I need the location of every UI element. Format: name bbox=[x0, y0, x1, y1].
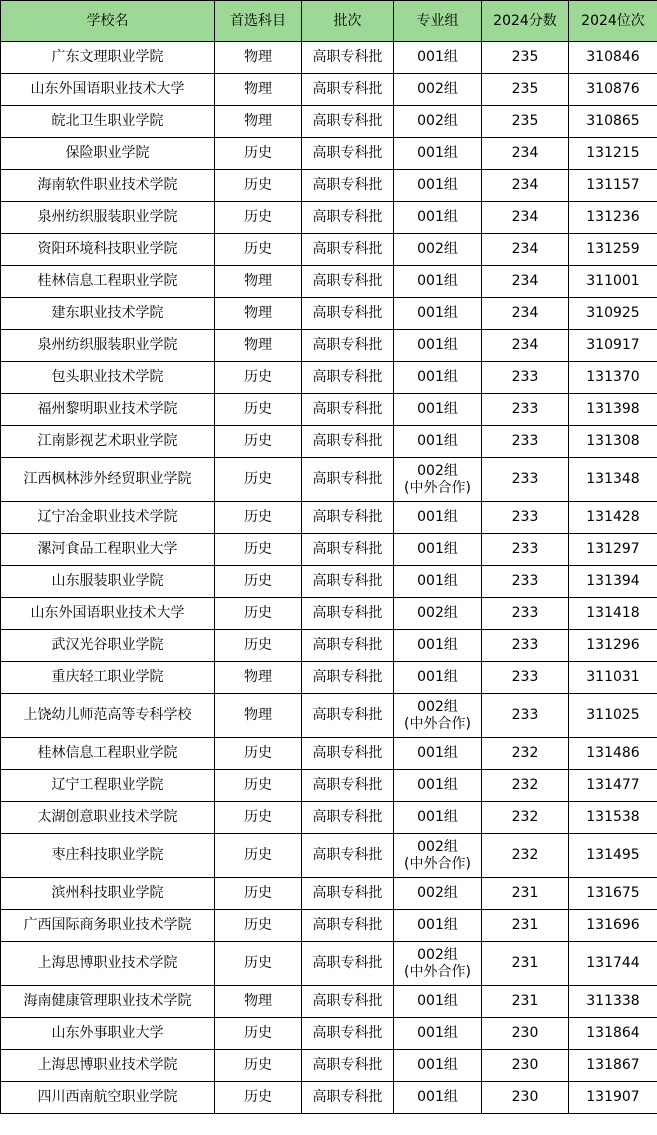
table-row bbox=[1, 234, 657, 266]
major-group-cell bbox=[394, 770, 482, 802]
major-group-cell bbox=[394, 802, 482, 834]
score-cell: 232 bbox=[482, 802, 569, 834]
major-group-code: 001组 bbox=[417, 273, 458, 289]
subject-cell: 物理 bbox=[215, 266, 302, 298]
table-row bbox=[1, 834, 657, 878]
table-row bbox=[1, 802, 657, 834]
table-row bbox=[1, 566, 657, 598]
table-row bbox=[1, 330, 657, 362]
school-name-cell: 保险职业学院 bbox=[1, 138, 215, 170]
subject-cell: 历史 bbox=[215, 394, 302, 426]
rank-cell: 310846 bbox=[569, 42, 657, 74]
major-group-code: 002组 bbox=[417, 946, 458, 963]
subject-cell: 历史 bbox=[215, 738, 302, 770]
score-cell: 230 bbox=[482, 1082, 569, 1114]
batch-cell: 高职专科批 bbox=[302, 630, 394, 662]
batch-cell: 高职专科批 bbox=[302, 74, 394, 106]
rank-cell: 131495 bbox=[569, 834, 657, 878]
subject-cell: 历史 bbox=[215, 566, 302, 598]
major-group-code: 002组 bbox=[417, 838, 458, 855]
major-group-code: 002组 bbox=[417, 113, 458, 129]
subject-cell: 历史 bbox=[215, 770, 302, 802]
score-cell: 234 bbox=[482, 298, 569, 330]
score-cell: 233 bbox=[482, 394, 569, 426]
batch-cell: 高职专科批 bbox=[302, 694, 394, 738]
major-group-cell bbox=[394, 1082, 482, 1114]
header-school-name: 学校名 bbox=[1, 1, 215, 42]
table-row bbox=[1, 986, 657, 1018]
table-row bbox=[1, 878, 657, 910]
table-row bbox=[1, 534, 657, 566]
table-row bbox=[1, 598, 657, 630]
major-group-code: 001组 bbox=[417, 305, 458, 321]
score-cell: 230 bbox=[482, 1050, 569, 1082]
subject-cell: 历史 bbox=[215, 878, 302, 910]
school-name-cell: 重庆轻工职业学院 bbox=[1, 662, 215, 694]
major-group-code: 001组 bbox=[417, 1089, 458, 1105]
major-group-cell bbox=[394, 986, 482, 1018]
batch-cell: 高职专科批 bbox=[302, 202, 394, 234]
major-group-code: 002组 bbox=[417, 81, 458, 97]
school-name-cell: 四川西南航空职业学院 bbox=[1, 1082, 215, 1114]
table-row bbox=[1, 298, 657, 330]
table-row bbox=[1, 770, 657, 802]
score-cell: 235 bbox=[482, 106, 569, 138]
subject-cell: 历史 bbox=[215, 170, 302, 202]
subject-cell: 历史 bbox=[215, 630, 302, 662]
major-group-code: 001组 bbox=[417, 401, 458, 417]
school-name-cell: 江西枫林涉外经贸职业学院 bbox=[1, 458, 215, 502]
school-name-cell: 上海思博职业技术学院 bbox=[1, 1050, 215, 1082]
rank-cell: 131696 bbox=[569, 910, 657, 942]
rank-cell: 131398 bbox=[569, 394, 657, 426]
score-cell: 233 bbox=[482, 426, 569, 458]
batch-cell: 高职专科批 bbox=[302, 834, 394, 878]
school-name-cell: 山东外国语职业技术大学 bbox=[1, 598, 215, 630]
major-group-cell bbox=[394, 330, 482, 362]
table-row bbox=[1, 502, 657, 534]
rank-cell: 131297 bbox=[569, 534, 657, 566]
batch-cell: 高职专科批 bbox=[302, 502, 394, 534]
score-cell: 233 bbox=[482, 598, 569, 630]
score-cell: 234 bbox=[482, 234, 569, 266]
rank-cell: 311001 bbox=[569, 266, 657, 298]
school-name-cell: 泉州纺织服装职业学院 bbox=[1, 202, 215, 234]
major-group-cell bbox=[394, 170, 482, 202]
major-group-cell bbox=[394, 878, 482, 910]
batch-cell: 高职专科批 bbox=[302, 662, 394, 694]
table-row bbox=[1, 942, 657, 986]
major-group-code: 001组 bbox=[417, 745, 458, 761]
batch-cell: 高职专科批 bbox=[302, 598, 394, 630]
subject-cell: 物理 bbox=[215, 986, 302, 1018]
score-cell: 232 bbox=[482, 834, 569, 878]
major-group-code: 001组 bbox=[417, 809, 458, 825]
rank-cell: 131538 bbox=[569, 802, 657, 834]
rank-cell: 131428 bbox=[569, 502, 657, 534]
table-body bbox=[1, 42, 657, 1114]
major-group-code: 001组 bbox=[417, 145, 458, 161]
batch-cell: 高职专科批 bbox=[302, 770, 394, 802]
table-row bbox=[1, 426, 657, 458]
table-row bbox=[1, 202, 657, 234]
school-name-cell: 福州黎明职业技术学院 bbox=[1, 394, 215, 426]
major-group-cell bbox=[394, 942, 482, 986]
header-major-group: 专业组 bbox=[394, 1, 482, 42]
school-name-cell: 皖北卫生职业学院 bbox=[1, 106, 215, 138]
major-group-code: 001组 bbox=[417, 541, 458, 557]
subject-cell: 历史 bbox=[215, 834, 302, 878]
school-name-cell: 海南健康管理职业技术学院 bbox=[1, 986, 215, 1018]
score-cell: 233 bbox=[482, 502, 569, 534]
table-row bbox=[1, 42, 657, 74]
subject-cell: 历史 bbox=[215, 138, 302, 170]
table-row bbox=[1, 1018, 657, 1050]
batch-cell: 高职专科批 bbox=[302, 458, 394, 502]
header-batch: 批次 bbox=[302, 1, 394, 42]
rank-cell: 131486 bbox=[569, 738, 657, 770]
score-cell: 234 bbox=[482, 138, 569, 170]
school-name-cell: 漯河食品工程职业大学 bbox=[1, 534, 215, 566]
subject-cell: 历史 bbox=[215, 1050, 302, 1082]
subject-cell: 历史 bbox=[215, 534, 302, 566]
batch-cell: 高职专科批 bbox=[302, 1050, 394, 1082]
major-group-note: (中外合作) bbox=[404, 963, 471, 980]
subject-cell: 历史 bbox=[215, 362, 302, 394]
major-group-cell bbox=[394, 662, 482, 694]
major-group-code: 001组 bbox=[417, 993, 458, 1009]
score-cell: 234 bbox=[482, 170, 569, 202]
batch-cell: 高职专科批 bbox=[302, 426, 394, 458]
subject-cell: 历史 bbox=[215, 234, 302, 266]
major-group-code: 001组 bbox=[417, 669, 458, 685]
table-header bbox=[1, 1, 657, 42]
table-row bbox=[1, 1082, 657, 1114]
batch-cell: 高职专科批 bbox=[302, 738, 394, 770]
score-cell: 235 bbox=[482, 42, 569, 74]
table-row bbox=[1, 1050, 657, 1082]
major-group-cell bbox=[394, 1018, 482, 1050]
rank-cell: 311338 bbox=[569, 986, 657, 1018]
rank-cell: 310876 bbox=[569, 74, 657, 106]
rank-cell: 131394 bbox=[569, 566, 657, 598]
batch-cell: 高职专科批 bbox=[302, 330, 394, 362]
subject-cell: 物理 bbox=[215, 42, 302, 74]
score-cell: 233 bbox=[482, 694, 569, 738]
table-row bbox=[1, 662, 657, 694]
batch-cell: 高职专科批 bbox=[302, 942, 394, 986]
subject-cell: 历史 bbox=[215, 426, 302, 458]
major-group-cell bbox=[394, 426, 482, 458]
score-cell: 232 bbox=[482, 770, 569, 802]
major-group-cell bbox=[394, 910, 482, 942]
batch-cell: 高职专科批 bbox=[302, 266, 394, 298]
header-rank-2024: 2024位次 bbox=[569, 1, 657, 42]
subject-cell: 物理 bbox=[215, 74, 302, 106]
major-group-code: 002组 bbox=[417, 698, 458, 715]
rank-cell: 131675 bbox=[569, 878, 657, 910]
major-group-code: 002组 bbox=[417, 885, 458, 901]
school-name-cell: 辽宁冶金职业技术学院 bbox=[1, 502, 215, 534]
batch-cell: 高职专科批 bbox=[302, 42, 394, 74]
batch-cell: 高职专科批 bbox=[302, 1018, 394, 1050]
subject-cell: 物理 bbox=[215, 106, 302, 138]
batch-cell: 高职专科批 bbox=[302, 534, 394, 566]
rank-cell: 131259 bbox=[569, 234, 657, 266]
subject-cell: 历史 bbox=[215, 502, 302, 534]
batch-cell: 高职专科批 bbox=[302, 234, 394, 266]
major-group-cell bbox=[394, 834, 482, 878]
major-group-code: 002组 bbox=[417, 462, 458, 479]
table-row bbox=[1, 106, 657, 138]
subject-cell: 物理 bbox=[215, 662, 302, 694]
batch-cell: 高职专科批 bbox=[302, 106, 394, 138]
major-group-code: 001组 bbox=[417, 573, 458, 589]
major-group-code: 001组 bbox=[417, 1057, 458, 1073]
score-cell: 233 bbox=[482, 458, 569, 502]
subject-cell: 历史 bbox=[215, 802, 302, 834]
major-group-cell bbox=[394, 202, 482, 234]
table-row bbox=[1, 694, 657, 738]
school-name-cell: 山东外国语职业技术大学 bbox=[1, 74, 215, 106]
school-name-cell: 山东服装职业学院 bbox=[1, 566, 215, 598]
rank-cell: 310925 bbox=[569, 298, 657, 330]
rank-cell: 311025 bbox=[569, 694, 657, 738]
table-row bbox=[1, 738, 657, 770]
major-group-code: 001组 bbox=[417, 777, 458, 793]
major-group-code: 001组 bbox=[417, 433, 458, 449]
table-row bbox=[1, 630, 657, 662]
batch-cell: 高职专科批 bbox=[302, 170, 394, 202]
rank-cell: 131477 bbox=[569, 770, 657, 802]
subject-cell: 物理 bbox=[215, 298, 302, 330]
rank-cell: 131348 bbox=[569, 458, 657, 502]
score-cell: 231 bbox=[482, 986, 569, 1018]
score-cell: 231 bbox=[482, 942, 569, 986]
rank-cell: 131157 bbox=[569, 170, 657, 202]
major-group-note: (中外合作) bbox=[404, 855, 471, 872]
major-group-cell bbox=[394, 534, 482, 566]
school-name-cell: 山东外事职业大学 bbox=[1, 1018, 215, 1050]
major-group-code: 001组 bbox=[417, 917, 458, 933]
subject-cell: 历史 bbox=[215, 1018, 302, 1050]
score-cell: 234 bbox=[482, 330, 569, 362]
major-group-code: 002组 bbox=[417, 605, 458, 621]
school-name-cell: 资阳环境科技职业学院 bbox=[1, 234, 215, 266]
rank-cell: 131907 bbox=[569, 1082, 657, 1114]
major-group-cell bbox=[394, 234, 482, 266]
score-cell: 230 bbox=[482, 1018, 569, 1050]
subject-cell: 历史 bbox=[215, 910, 302, 942]
batch-cell: 高职专科批 bbox=[302, 566, 394, 598]
major-group-cell bbox=[394, 362, 482, 394]
major-group-cell bbox=[394, 738, 482, 770]
major-group-code: 001组 bbox=[417, 49, 458, 65]
rank-cell: 310865 bbox=[569, 106, 657, 138]
school-name-cell: 桂林信息工程职业学院 bbox=[1, 738, 215, 770]
rank-cell: 131296 bbox=[569, 630, 657, 662]
batch-cell: 高职专科批 bbox=[302, 298, 394, 330]
major-group-code: 001组 bbox=[417, 337, 458, 353]
score-cell: 231 bbox=[482, 878, 569, 910]
score-cell: 233 bbox=[482, 662, 569, 694]
batch-cell: 高职专科批 bbox=[302, 910, 394, 942]
score-cell: 232 bbox=[482, 738, 569, 770]
score-cell: 231 bbox=[482, 910, 569, 942]
major-group-code: 002组 bbox=[417, 241, 458, 257]
subject-cell: 历史 bbox=[215, 942, 302, 986]
rank-cell: 131370 bbox=[569, 362, 657, 394]
school-name-cell: 海南软件职业技术学院 bbox=[1, 170, 215, 202]
rank-cell: 131308 bbox=[569, 426, 657, 458]
major-group-cell bbox=[394, 106, 482, 138]
table-row bbox=[1, 138, 657, 170]
subject-cell: 历史 bbox=[215, 458, 302, 502]
school-name-cell: 广西国际商务职业技术学院 bbox=[1, 910, 215, 942]
major-group-cell bbox=[394, 598, 482, 630]
school-name-cell: 上饶幼儿师范高等专科学校 bbox=[1, 694, 215, 738]
major-group-cell bbox=[394, 266, 482, 298]
subject-cell: 历史 bbox=[215, 598, 302, 630]
school-name-cell: 太湖创意职业技术学院 bbox=[1, 802, 215, 834]
score-cell: 233 bbox=[482, 534, 569, 566]
score-cell: 235 bbox=[482, 74, 569, 106]
major-group-cell bbox=[394, 1050, 482, 1082]
school-name-cell: 上海思博职业技术学院 bbox=[1, 942, 215, 986]
header-score-2024: 2024分数 bbox=[482, 1, 569, 42]
major-group-cell bbox=[394, 74, 482, 106]
major-group-cell bbox=[394, 502, 482, 534]
table-row bbox=[1, 394, 657, 426]
major-group-cell bbox=[394, 630, 482, 662]
table-row bbox=[1, 910, 657, 942]
school-name-cell: 江南影视艺术职业学院 bbox=[1, 426, 215, 458]
batch-cell: 高职专科批 bbox=[302, 394, 394, 426]
subject-cell: 历史 bbox=[215, 1082, 302, 1114]
batch-cell: 高职专科批 bbox=[302, 362, 394, 394]
header-subject: 首选科目 bbox=[215, 1, 302, 42]
rank-cell: 131236 bbox=[569, 202, 657, 234]
school-name-cell: 武汉光谷职业学院 bbox=[1, 630, 215, 662]
school-name-cell: 泉州纺织服装职业学院 bbox=[1, 330, 215, 362]
major-group-cell bbox=[394, 298, 482, 330]
rank-cell: 131744 bbox=[569, 942, 657, 986]
school-name-cell: 桂林信息工程职业学院 bbox=[1, 266, 215, 298]
subject-cell: 物理 bbox=[215, 330, 302, 362]
school-name-cell: 枣庄科技职业学院 bbox=[1, 834, 215, 878]
school-name-cell: 滨州科技职业学院 bbox=[1, 878, 215, 910]
major-group-cell bbox=[394, 694, 482, 738]
table-row bbox=[1, 74, 657, 106]
major-group-cell bbox=[394, 394, 482, 426]
batch-cell: 高职专科批 bbox=[302, 878, 394, 910]
subject-cell: 历史 bbox=[215, 202, 302, 234]
school-name-cell: 建东职业技术学院 bbox=[1, 298, 215, 330]
score-cell: 233 bbox=[482, 362, 569, 394]
school-name-cell: 辽宁工程职业学院 bbox=[1, 770, 215, 802]
major-group-code: 001组 bbox=[417, 209, 458, 225]
rank-cell: 131215 bbox=[569, 138, 657, 170]
school-name-cell: 广东文理职业学院 bbox=[1, 42, 215, 74]
school-name-cell: 包头职业技术学院 bbox=[1, 362, 215, 394]
batch-cell: 高职专科批 bbox=[302, 1082, 394, 1114]
major-group-note: (中外合作) bbox=[404, 715, 471, 732]
table-row bbox=[1, 362, 657, 394]
subject-cell: 物理 bbox=[215, 694, 302, 738]
score-cell: 234 bbox=[482, 202, 569, 234]
score-cell: 233 bbox=[482, 630, 569, 662]
major-group-cell bbox=[394, 566, 482, 598]
header-row bbox=[1, 1, 657, 42]
rank-cell: 310917 bbox=[569, 330, 657, 362]
major-group-note: (中外合作) bbox=[404, 479, 471, 496]
batch-cell: 高职专科批 bbox=[302, 138, 394, 170]
batch-cell: 高职专科批 bbox=[302, 986, 394, 1018]
table-row bbox=[1, 170, 657, 202]
major-group-code: 001组 bbox=[417, 369, 458, 385]
rank-cell: 131867 bbox=[569, 1050, 657, 1082]
score-cell: 234 bbox=[482, 266, 569, 298]
rank-cell: 311031 bbox=[569, 662, 657, 694]
major-group-code: 001组 bbox=[417, 637, 458, 653]
score-cell: 233 bbox=[482, 566, 569, 598]
rank-cell: 131418 bbox=[569, 598, 657, 630]
table-row bbox=[1, 266, 657, 298]
batch-cell: 高职专科批 bbox=[302, 802, 394, 834]
major-group-cell bbox=[394, 458, 482, 502]
major-group-cell bbox=[394, 138, 482, 170]
table-row bbox=[1, 458, 657, 502]
rank-cell: 131864 bbox=[569, 1018, 657, 1050]
major-group-code: 001组 bbox=[417, 1025, 458, 1041]
major-group-cell bbox=[394, 42, 482, 74]
major-group-code: 001组 bbox=[417, 177, 458, 193]
major-group-code: 001组 bbox=[417, 509, 458, 525]
